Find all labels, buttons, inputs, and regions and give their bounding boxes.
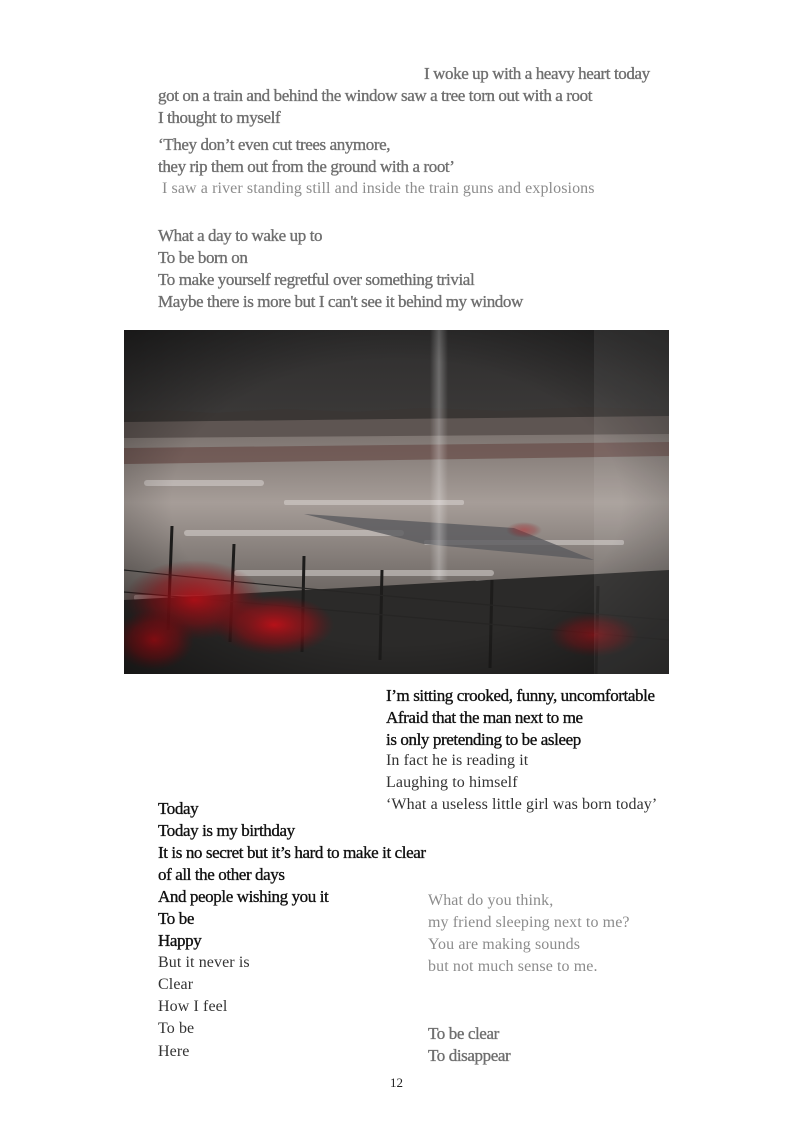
poem-line: they rip them out from the ground with a root’ <box>158 157 455 176</box>
poem-line: But it never is <box>158 954 250 971</box>
poem-line: I thought to myself <box>158 108 281 127</box>
poem-line: is only pretending to be asleep <box>386 730 581 749</box>
poem-line: I’m sitting crooked, funny, uncomfortable <box>386 686 655 705</box>
poem-line: To make yourself regretful over something trivial <box>158 270 475 289</box>
poem-line: To be <box>158 909 194 928</box>
poem-line: Afraid that the man next to me <box>386 708 583 727</box>
poem-line: ‘They don’t even cut trees anymore, <box>158 135 391 154</box>
poem-line: ‘What a useless little girl was born today’ <box>386 796 658 813</box>
poem-line: Here <box>158 1043 190 1060</box>
poem-line: You are making sounds <box>428 936 581 953</box>
poem-line: Laughing to himself <box>386 774 518 791</box>
poem-line: Today is my birthday <box>158 821 295 840</box>
poem-line: Today <box>158 799 199 818</box>
poem-line: of all the other days <box>158 865 285 884</box>
poem-line: How I feel <box>158 998 228 1015</box>
poem-line: What a day to wake up to <box>158 226 323 245</box>
poem-line: And people wishing you it <box>158 887 329 906</box>
poem-line: To be <box>158 1020 195 1037</box>
poem-line: Happy <box>158 931 202 950</box>
poem-line: I saw a river standing still and inside the train guns and explosions <box>162 180 595 197</box>
poem-line: but not much sense to me. <box>428 958 598 975</box>
poem-line: my friend sleeping next to me? <box>428 914 630 931</box>
poem-line: I woke up with a heavy heart today <box>424 64 650 83</box>
poem-line: In fact he is reading it <box>386 752 529 769</box>
poem-line: To be clear <box>428 1024 499 1043</box>
poem-line: got on a train and behind the window saw a tree torn out with a root <box>158 86 593 105</box>
poem-line: It is no secret but it’s hard to make it clear <box>158 843 426 862</box>
poem-line: Maybe there is more but I can't see it behind my window <box>158 292 523 311</box>
page-number: 12 <box>390 1075 403 1090</box>
poem-line: Clear <box>158 976 194 993</box>
train-window-field-photo <box>124 330 669 674</box>
poem-line: To disappear <box>428 1046 511 1065</box>
poem-line: To be born on <box>158 248 248 267</box>
poem-line: What do you think, <box>428 892 554 909</box>
